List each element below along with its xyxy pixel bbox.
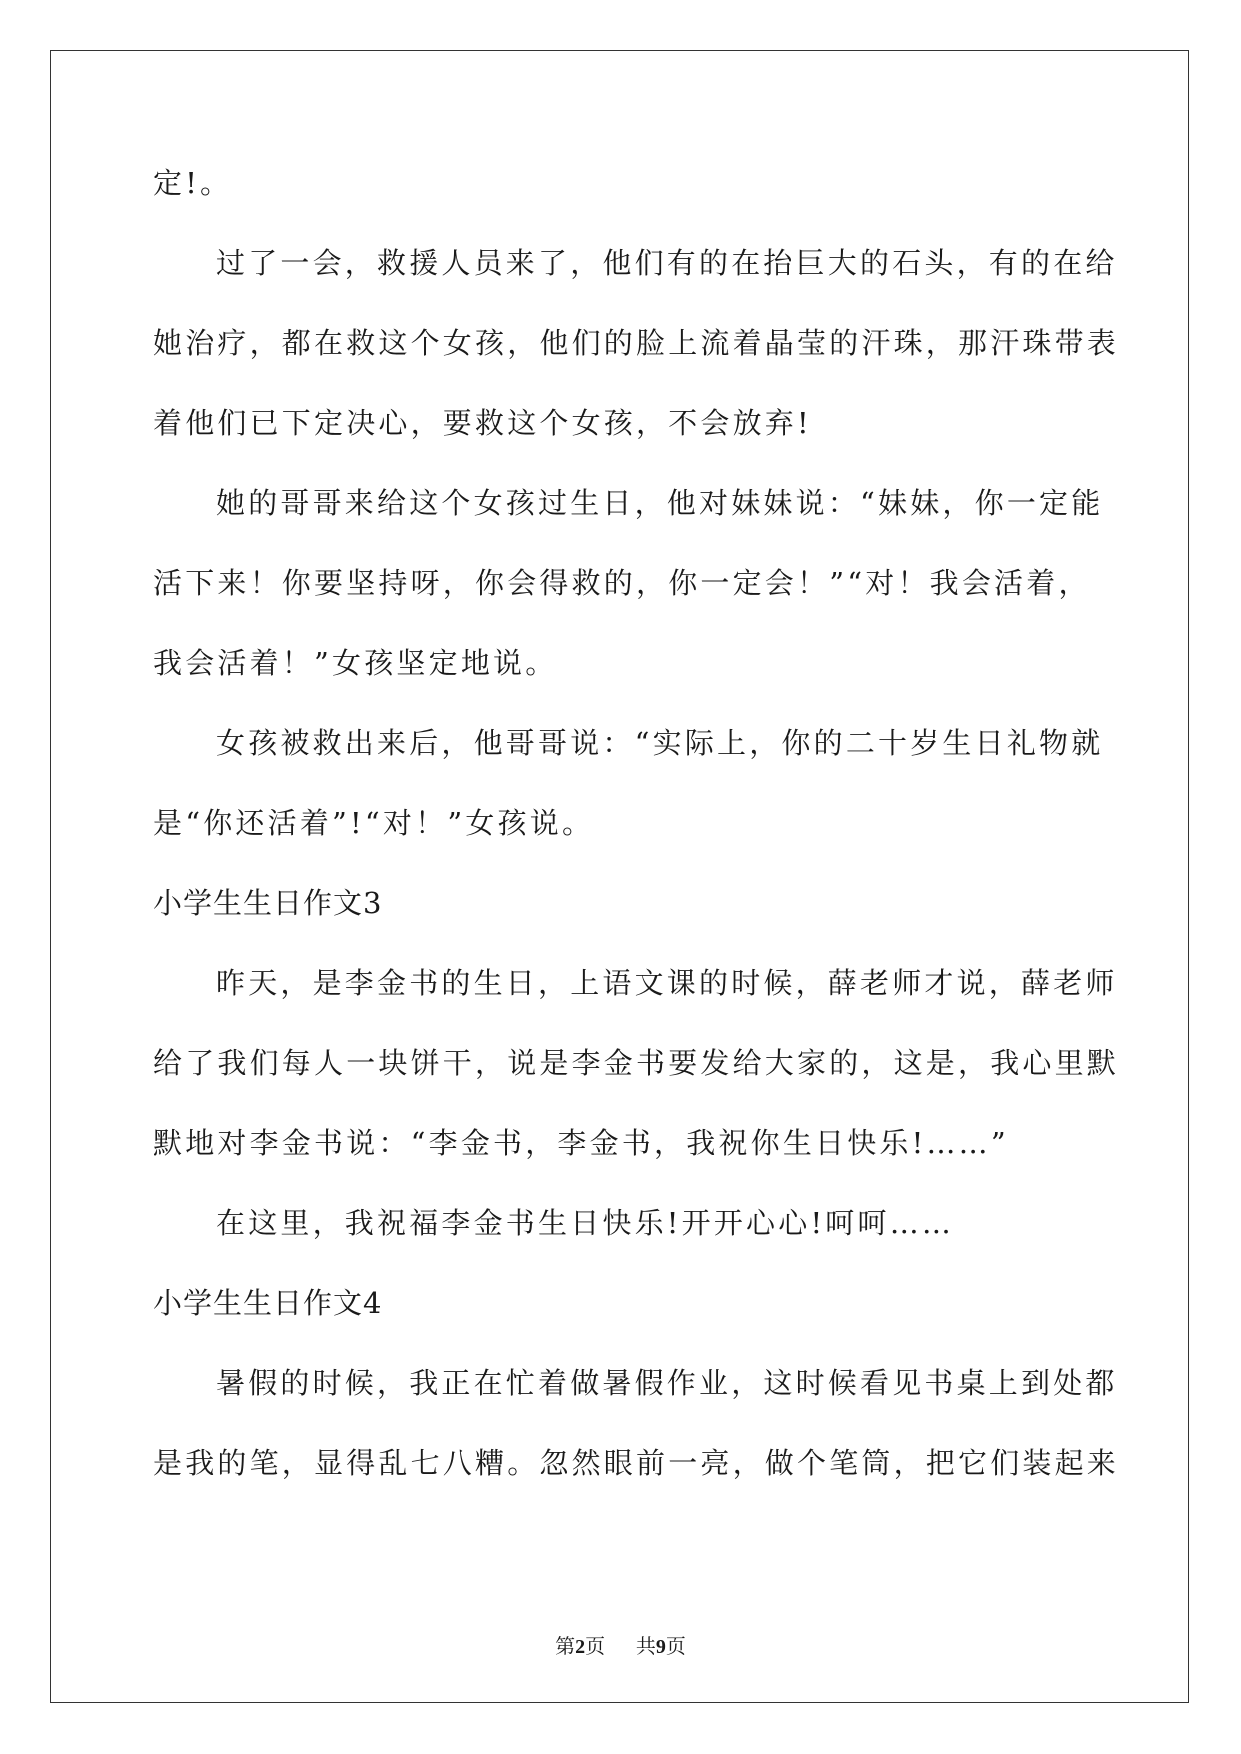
text-line: 给了我们每人一块饼干，说是李金书要发给大家的，这是，我心里默 <box>153 1046 1120 1080</box>
text-line: 活下来！你要坚持呀，你会得救的，你一定会！”“对！我会活着， <box>153 566 1091 600</box>
text-line: 她治疗，都在救这个女孩，他们的脸上流着晶莹的汗珠，那汗珠带表 <box>153 326 1120 360</box>
text-line: 是我的笔，显得乱七八糟。忽然眼前一亮，做个笔筒，把它们装起来 <box>153 1446 1120 1480</box>
page-footer <box>0 1633 1241 1660</box>
text-line: 着他们已下定决心，要救这个女孩，不会放弃! <box>153 406 812 440</box>
page-total <box>636 1633 686 1660</box>
text-line: 定!。 <box>153 166 233 200</box>
paragraph-first-line: 在这里，我祝福李金书生日快乐!开开心心!呵呵…… <box>216 1206 955 1240</box>
paragraph-first-line: 暑假的时候，我正在忙着做暑假作业，这时候看见书桌上到处都 <box>216 1366 1118 1400</box>
paragraph-first-line: 女孩被救出来后，他哥哥说：“实际上，你的二十岁生日礼物就 <box>216 726 1104 760</box>
text-line: 我会活着！”女孩坚定地说。 <box>153 646 558 680</box>
paragraph-first-line: 过了一会，救援人员来了，他们有的在抬巨大的石头，有的在给 <box>216 246 1118 280</box>
paragraph-first-line: 她的哥哥来给这个女孩过生日，他对妹妹说：“妹妹，你一定能 <box>216 486 1104 520</box>
page-total-count: 9 <box>655 1636 666 1658</box>
page-suffix: 页 <box>585 1634 606 1658</box>
page-current: 2 <box>575 1636 586 1658</box>
document-body <box>153 163 1120 1523</box>
section-heading: 小学生生日作文3 <box>153 886 383 920</box>
paragraph-first-line: 昨天，是李金书的生日，上语文课的时候，薛老师才说，薛老师 <box>216 966 1118 1000</box>
section-heading: 小学生生日作文4 <box>153 1286 383 1320</box>
text-line: 是“你还活着”!“对！”女孩说。 <box>153 806 595 840</box>
page-prefix: 第 <box>555 1634 576 1658</box>
total-prefix: 共 <box>635 1634 656 1658</box>
text-line: 默地对李金书说：“李金书，李金书，我祝你生日快乐!……” <box>153 1126 1009 1160</box>
page-number <box>555 1633 605 1660</box>
total-suffix: 页 <box>665 1634 686 1658</box>
